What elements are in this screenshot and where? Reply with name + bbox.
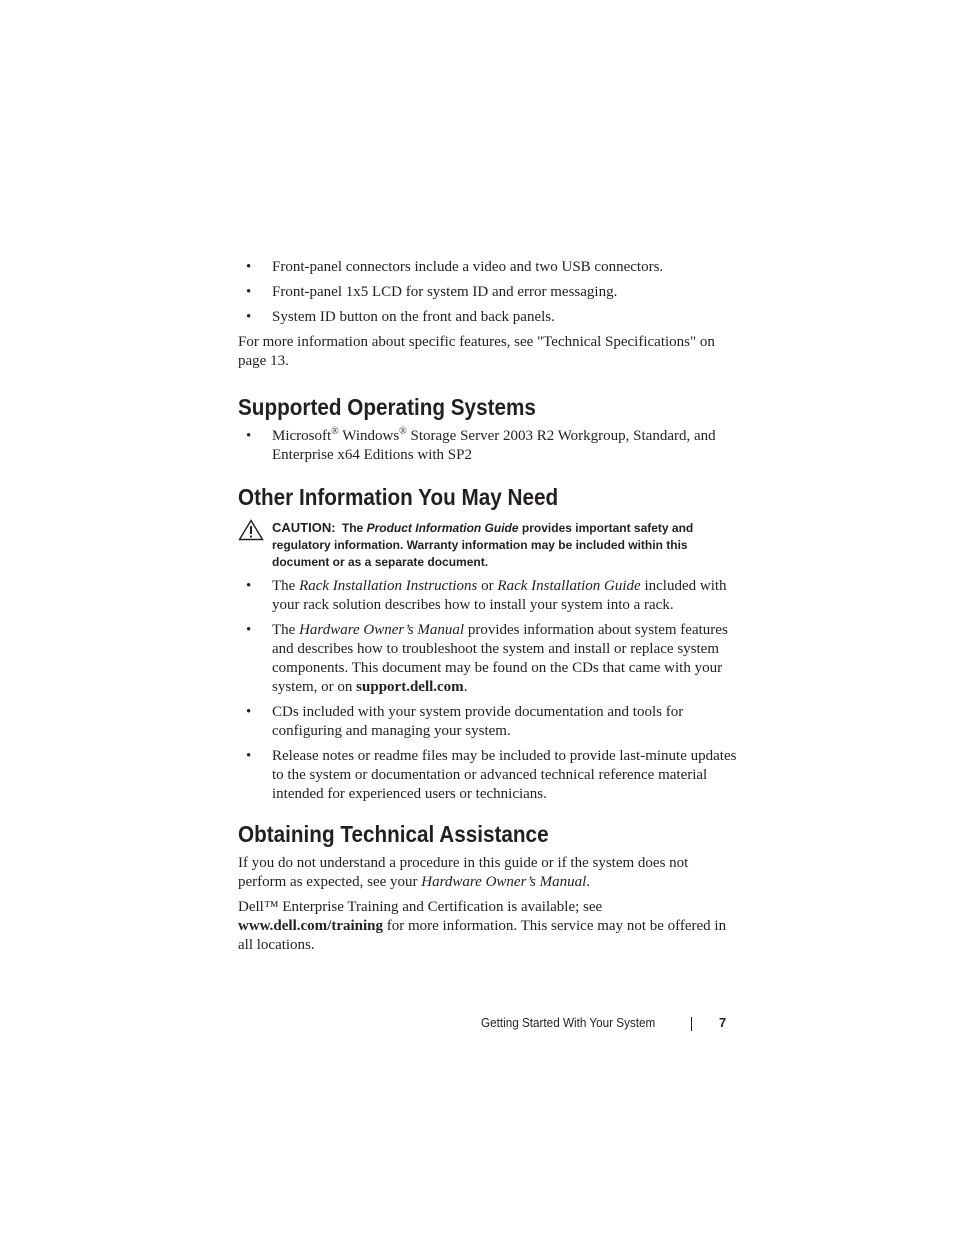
bullet-glyph: •	[246, 284, 252, 300]
caution-label: CAUTION:	[272, 520, 336, 535]
hardware-text: .	[463, 679, 468, 695]
support-link[interactable]: support.dell.com	[356, 679, 464, 695]
list-item	[238, 283, 738, 302]
caution-text-pre: The	[341, 521, 367, 535]
page-footer	[481, 1015, 731, 1035]
hardware-manual-title: Hardware Owner’s Manual	[421, 874, 587, 890]
caution-guide-title: Product Information Guide	[366, 521, 519, 535]
training-paragraph	[238, 898, 738, 955]
bullet-glyph: •	[246, 748, 252, 764]
heading-supported-operating-systems: Supported Operating Systems	[238, 394, 536, 420]
heading-other-information: Other Information You May Need	[238, 484, 559, 510]
registered-mark: ®	[399, 426, 407, 437]
bullet-glyph: •	[246, 309, 252, 325]
bullet-glyph: •	[246, 428, 252, 444]
assistance-paragraph	[238, 854, 738, 892]
registered-mark: ®	[331, 426, 339, 437]
list-item	[238, 308, 738, 327]
list-item	[238, 621, 738, 697]
bullet-glyph: •	[246, 704, 252, 720]
list-item	[238, 258, 738, 277]
training-text: for more information. This service may not be offered in all locations.	[238, 918, 727, 953]
os-text-windows: Windows	[338, 428, 400, 444]
caution-text-post: provides important safety and regulatory information. Warranty information may be included within this document or as a separate document.	[272, 521, 694, 569]
other-info-bullet-list	[238, 577, 738, 804]
bullet-text: System ID button on the front and back panels.	[272, 309, 555, 325]
assistance-text: .	[586, 874, 591, 890]
list-item	[238, 747, 738, 804]
intro-paragraph: For more information about specific features, see "Technical Specifications" on page 13.	[238, 334, 715, 369]
training-link[interactable]: www.dell.com/training	[238, 918, 383, 934]
hardware-manual-title: Hardware Owner’s Manual	[299, 622, 465, 638]
bullet-text: Front-panel connectors include a video and two USB connectors.	[272, 259, 664, 275]
warning-triangle-icon	[238, 519, 264, 541]
os-text-microsoft: Microsoft	[272, 428, 332, 444]
list-item	[238, 703, 738, 741]
bullet-text: Front-panel 1x5 LCD for system ID and error messaging.	[272, 284, 618, 300]
os-bullet-list	[238, 427, 738, 465]
page-number: 7	[719, 1015, 727, 1030]
list-item	[238, 427, 738, 465]
os-text-edition: Storage Server 2003 R2 Workgroup, Standard, and Enterprise x64 Editions with SP2	[272, 428, 716, 463]
rack-text: or	[477, 578, 498, 594]
training-text: Dell™ Enterprise Training and Certification is available; see	[238, 899, 603, 915]
footer-separator	[691, 1017, 692, 1031]
page-content	[238, 258, 738, 961]
rack-guide-title: Rack Installation Guide	[497, 578, 641, 594]
bullet-glyph: •	[246, 622, 252, 638]
bullet-glyph: •	[246, 259, 252, 275]
bullet-glyph: •	[246, 578, 252, 594]
rack-text: The	[272, 578, 300, 594]
cds-text: CDs included with your system provide documentation and tools for configuring and managing your system.	[272, 704, 684, 739]
rack-text: included with your rack solution describes how to install your system into a rack.	[272, 578, 727, 613]
release-notes-text: Release notes or readme files may be included to provide last-minute updates to the system or documentation or advanced technical reference material intended for experienced users or technicians.	[272, 748, 737, 802]
list-item	[238, 577, 738, 615]
assistance-text: If you do not understand a procedure in this guide or if the system does not perform as expected, see your	[238, 855, 689, 890]
caution-notice	[238, 519, 738, 571]
hardware-text: provides information about system features and describes how to troubleshoot the system and install or replace system components. This document may be found on the CDs that came with your system, or on	[272, 622, 728, 695]
footer-section-title: Getting Started With Your System	[481, 1015, 656, 1030]
intro-bullet-list	[238, 258, 738, 327]
rack-instructions-title: Rack Installation Instructions	[299, 578, 478, 594]
heading-obtaining-technical-assistance: Obtaining Technical Assistance	[238, 821, 549, 847]
hardware-text: The	[272, 622, 300, 638]
